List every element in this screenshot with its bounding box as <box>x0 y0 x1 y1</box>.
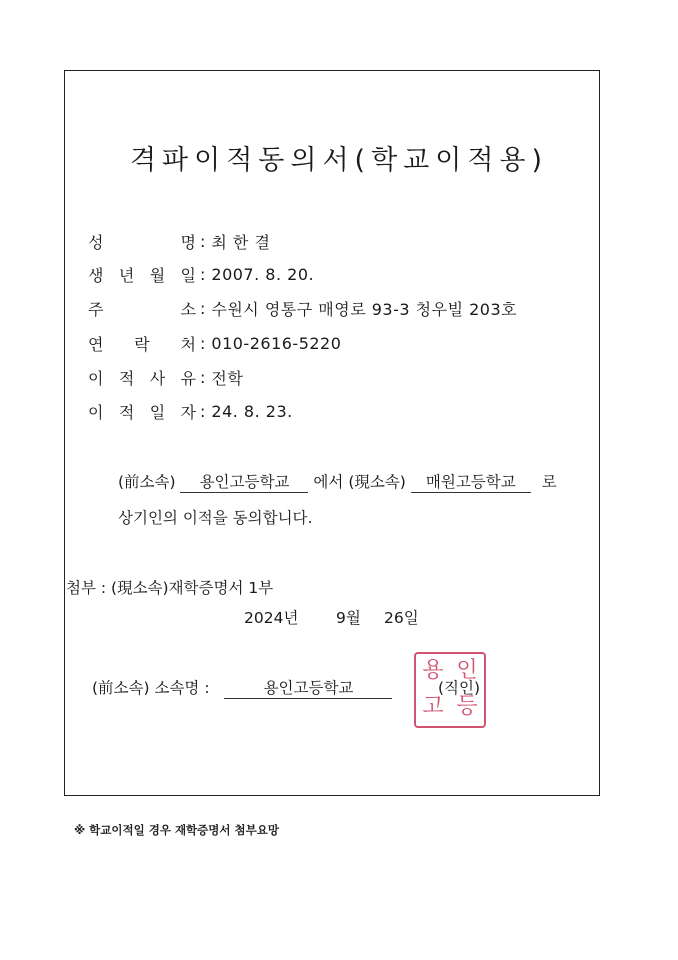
document-title: 격파이적동의서(학교이적용) <box>129 145 549 176</box>
date-day: 26일 <box>384 609 419 627</box>
date-month: 9월 <box>336 609 361 627</box>
footer-note: ※ 학교이적일 경우 재학증명서 첨부요망 <box>74 823 279 837</box>
field-label: 이 적 사 유 <box>88 368 196 388</box>
signature-prefix: (前소속) 소속명 : <box>92 679 210 697</box>
prev-school-name: 용인고등학교 <box>180 470 308 493</box>
attachment-note: 첨부 : (現소속)재학증명서 1부 <box>66 579 274 597</box>
field-transfer-reason <box>88 364 243 390</box>
stamp-label: (직인) <box>438 679 481 697</box>
field-label: 생 년 월 일 <box>88 265 196 285</box>
field-label: 성 명 <box>88 232 196 252</box>
field-value: 수원시 영통구 매영로 93-3 청우빌 203호 <box>211 299 518 319</box>
field-contact <box>88 330 341 356</box>
field-birthdate <box>88 261 314 287</box>
cur-school-name: 매원고등학교 <box>411 470 531 493</box>
field-label: 이 적 일 자 <box>88 402 196 422</box>
consent-line-1 <box>118 470 557 493</box>
field-value: 010-2616-5220 <box>211 333 342 353</box>
colon: : <box>200 333 206 353</box>
consent-line-2: 상기인의 이적을 동의합니다. <box>118 509 313 527</box>
colon: : <box>200 367 206 387</box>
signature-line <box>92 676 392 699</box>
prev-affiliation-prefix: (前소속) <box>118 473 176 491</box>
colon: : <box>200 401 206 421</box>
date-year: 2024년 <box>244 609 299 627</box>
field-value: 24. 8. 23. <box>211 401 293 421</box>
field-label: 주 소 <box>88 299 196 319</box>
field-label: 연 락 처 <box>88 334 196 354</box>
colon: : <box>200 231 206 251</box>
field-value: 전학 <box>211 368 244 388</box>
field-name <box>88 228 270 254</box>
colon: : <box>200 298 206 318</box>
field-transfer-date <box>88 398 293 424</box>
cur-affiliation-prefix: (現소속) <box>348 473 406 491</box>
signature-school-name: 용인고등학교 <box>224 676 392 699</box>
field-value: 최 한 결 <box>211 232 271 252</box>
field-address <box>88 295 517 321</box>
consent-to: 로 <box>541 473 557 491</box>
field-value: 2007. 8. 20. <box>211 264 315 284</box>
official-seal: 용 인 고 등 <box>414 652 486 728</box>
colon: : <box>200 264 206 284</box>
consent-from: 에서 <box>313 473 344 491</box>
